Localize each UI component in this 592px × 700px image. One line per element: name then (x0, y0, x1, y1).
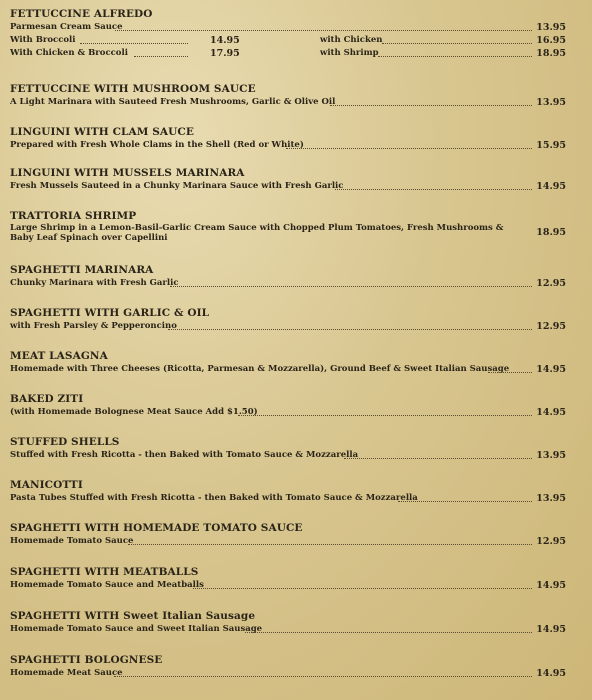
leader-dots (335, 189, 532, 190)
section-title: SPAGHETTI WITH HOMEMADE TOMATO SAUCE (10, 522, 303, 534)
item-price: 15.95 (536, 140, 566, 151)
leader-dots (286, 148, 532, 149)
item-price: 17.95 (210, 48, 240, 59)
menu-section-fettuccine-mushroom (10, 83, 580, 109)
item-price: 18.95 (536, 227, 566, 238)
item-price: 13.95 (536, 22, 566, 33)
leader-dots (80, 43, 188, 44)
item-description: Prepared with Fresh Whole Clams in the Shell (Red or White) (10, 140, 304, 150)
menu-section-manicotti (10, 479, 580, 505)
menu-line (10, 449, 580, 462)
section-title: BAKED ZITI (10, 393, 84, 405)
menu-section-trattoria-shrimp (10, 210, 580, 245)
menu-line (10, 180, 580, 193)
menu-line (10, 406, 580, 419)
leader-dots (398, 501, 532, 502)
menu-section-baked-ziti (10, 393, 580, 419)
menu-line (10, 667, 580, 680)
menu-line (10, 139, 580, 152)
section-title: FETTUCCINE ALFREDO (10, 8, 153, 20)
menu-section-spaghetti-garlic-oil (10, 307, 580, 333)
menu-line (10, 96, 580, 109)
item-description: Fresh Mussels Sauteed in a Chunky Marinara Sauce with Fresh Garlic (10, 181, 344, 191)
item-description: Homemade Tomato Sauce and Meatballs (10, 580, 204, 590)
section-title: LINGUINI WITH CLAM SAUCE (10, 126, 194, 138)
leader-dots (245, 632, 532, 633)
leader-dots (193, 588, 532, 589)
item-description: Homemade Meat Sauce (10, 668, 123, 678)
section-title: SPAGHETTI WITH GARLIC & OIL (10, 307, 210, 319)
leader-dots (488, 372, 532, 373)
section-title: MEAT LASAGNA (10, 350, 108, 362)
leader-dots (330, 105, 532, 106)
section-title: MANICOTTI (10, 479, 83, 491)
menu-section-linguini-mussels (10, 167, 580, 193)
menu-line (10, 47, 580, 60)
section-title: SPAGHETTI WITH Sweet Italian Sausage (10, 610, 256, 622)
section-title: FETTUCCINE WITH MUSHROOM SAUCE (10, 83, 256, 95)
menu-line (10, 579, 580, 592)
menu-line (10, 320, 580, 333)
menu-line (10, 492, 580, 505)
menu-section-spaghetti-marinara (10, 264, 580, 290)
item-description: Pasta Tubes Stuffed with Fresh Ricotta - then Baked with Tomato Sauce & Mozzarella (10, 493, 418, 503)
menu-line (10, 223, 580, 245)
leader-dots (378, 56, 532, 57)
item-description: A Light Marinara with Sauteed Fresh Mushrooms, Garlic & Olive Oil (10, 97, 336, 107)
leader-dots (168, 329, 532, 330)
menu-section-stuffed-shells (10, 436, 580, 462)
leader-dots (238, 415, 532, 416)
leader-dots (170, 286, 532, 287)
item-price: 14.95 (536, 624, 566, 635)
leader-dots (115, 30, 532, 31)
menu-line (10, 21, 580, 34)
item-description: Homemade Tomato Sauce (10, 536, 134, 546)
menu-line (10, 535, 580, 548)
item-price: 13.95 (536, 450, 566, 461)
item-price: 12.95 (536, 536, 566, 547)
item-description: Stuffed with Fresh Ricotta - then Baked with Tomato Sauce & Mozzarella (10, 450, 359, 460)
section-title: SPAGHETTI WITH MEATBALLS (10, 566, 199, 578)
item-price: 14.95 (536, 181, 566, 192)
menu-section-spaghetti-sausage (10, 610, 580, 636)
item-price: 14.95 (210, 35, 240, 46)
leader-dots (128, 544, 532, 545)
menu-line (10, 34, 580, 47)
menu-section-spaghetti-bolognese (10, 654, 580, 680)
menu-section-fettuccine-alfredo (10, 8, 580, 60)
item-price: 12.95 (536, 321, 566, 332)
item-description: Parmesan Cream Sauce (10, 22, 123, 32)
menu-line (10, 277, 580, 290)
leader-dots (344, 458, 532, 459)
menu-section-spaghetti-tomato (10, 522, 580, 548)
item-price: 13.95 (536, 493, 566, 504)
leader-dots (134, 56, 188, 57)
item-description: Chunky Marinara with Fresh Garlic (10, 278, 179, 288)
section-title: STUFFED SHELLS (10, 436, 120, 448)
menu-section-meat-lasagna (10, 350, 580, 376)
item-description: With Broccoli (10, 35, 76, 45)
item-description: Large Shrimp in a Lemon-Basil-Garlic Cream Sauce with Chopped Plum Tomatoes, Fresh Mushrooms & Baby Leaf Spinach over Capellini (10, 223, 504, 243)
item-price: 18.95 (536, 48, 566, 59)
item-price: 14.95 (536, 364, 566, 375)
item-description: With Chicken & Broccoli (10, 48, 128, 58)
item-price: 13.95 (536, 97, 566, 108)
menu-line (10, 623, 580, 636)
item-price: 14.95 (536, 407, 566, 418)
item-description: with Shrimp (320, 48, 379, 58)
item-description: with Chicken (320, 35, 383, 45)
menu-line (10, 363, 580, 376)
section-title: SPAGHETTI MARINARA (10, 264, 154, 276)
leader-dots (114, 676, 532, 677)
item-price: 14.95 (536, 668, 566, 679)
menu-section-linguini-clam (10, 126, 580, 152)
item-price: 14.95 (536, 580, 566, 591)
item-description: (with Homemade Bolognese Meat Sauce Add $1.50) (10, 407, 258, 417)
menu-section-spaghetti-meatballs (10, 566, 580, 592)
item-description: Homemade with Three Cheeses (Ricotta, Parmesan & Mozzarella), Ground Beef & Sweet Italian Sausage (10, 364, 510, 374)
item-description: Homemade Tomato Sauce and Sweet Italian Sausage (10, 624, 263, 634)
item-price: 12.95 (536, 278, 566, 289)
item-price: 16.95 (536, 35, 566, 46)
leader-dots (382, 43, 532, 44)
section-title: LINGUINI WITH MUSSELS MARINARA (10, 167, 245, 179)
section-title: TRATTORIA SHRIMP (10, 210, 137, 222)
item-description: with Fresh Parsley & Pepperoncino (10, 321, 177, 331)
section-title: SPAGHETTI BOLOGNESE (10, 654, 163, 666)
